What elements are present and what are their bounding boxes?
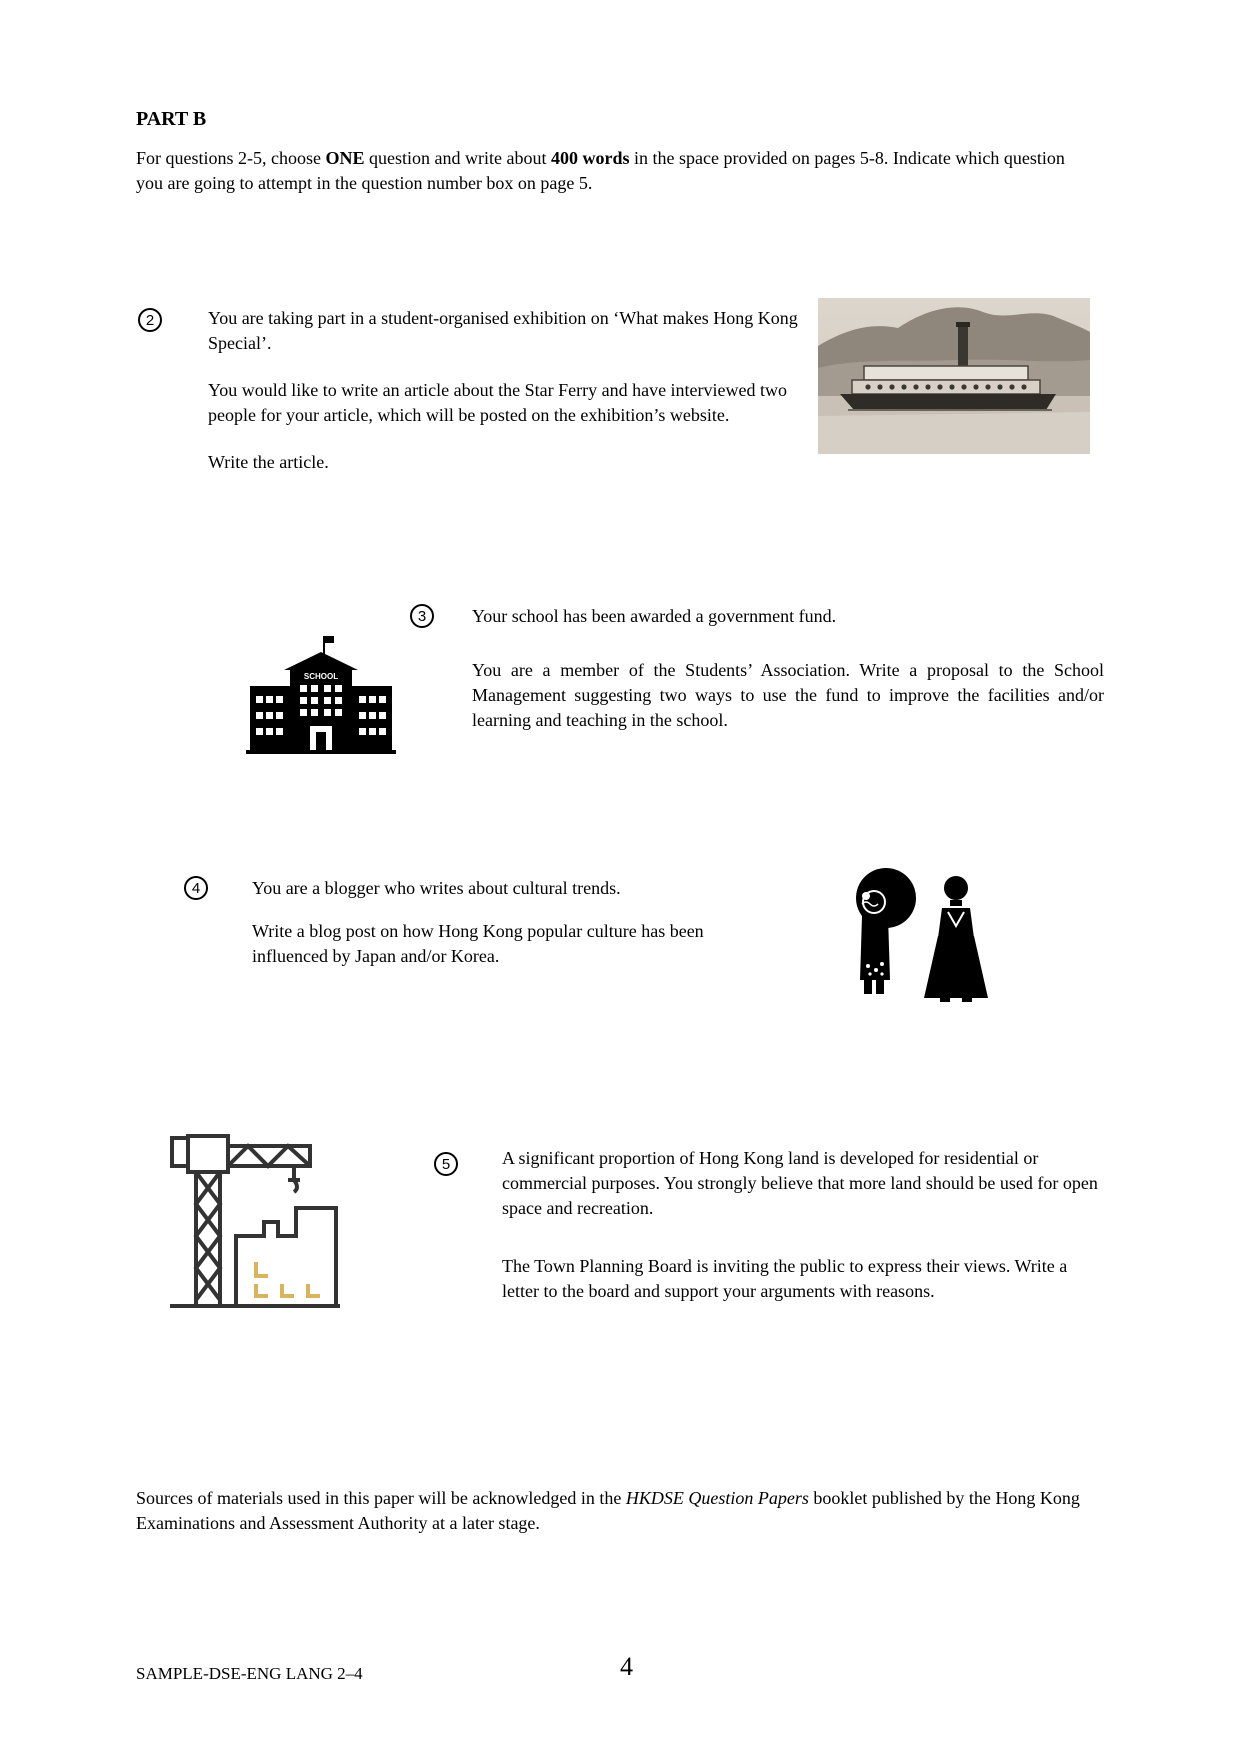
question-2-intro: You are taking part in a student-organised exhibition on ‘What makes Hong Kong Special’. (208, 308, 798, 353)
question-4-text (252, 876, 752, 969)
page-number: 4 (620, 1652, 633, 1681)
question-3-intro: Your school has been awarded a government fund. (472, 606, 837, 626)
kimono-hanbok-figures-icon (852, 868, 992, 1004)
star-ferry-photo (818, 298, 1090, 454)
construction-crane-icon (170, 1134, 340, 1310)
question-4-intro: You are a blogger who writes about cultural trends. (252, 878, 621, 898)
question-number-3: 3 (410, 604, 434, 628)
question-5-intro: A significant proportion of Hong Kong land is developed for residential or commercial purposes. You strongly believe that more land should be used for open space and recreation. (502, 1148, 1098, 1218)
school-building-icon (246, 634, 396, 756)
instructions: For questions 2-5, choose ONE question and write about 400 words in the space provided on pages 5-8. Indicate which question you are going to attempt in the question number box on page 5. (136, 148, 1065, 193)
question-3-task: You are a member of the Students’ Association. Write a proposal to the School Management suggesting two ways to use the fund to improve the facilities and/or learning and teaching in the school. (472, 660, 1104, 730)
question-5-task: The Town Planning Board is inviting the public to express their views. Write a letter to the board and support your arguments with reasons. (502, 1256, 1068, 1301)
question-4-task: Write a blog post on how Hong Kong popular culture has been influenced by Japan and/or Korea. (252, 921, 704, 966)
sources-note: Sources of materials used in this paper will be acknowledged in the HKDSE Question Papers booklet published by the Hong Kong Examinations and Assessment Authority at a later stage. (136, 1488, 1080, 1533)
question-5-text (502, 1146, 1100, 1304)
question-number-2: 2 (138, 308, 162, 332)
question-number-4: 4 (184, 876, 208, 900)
question-2-text (208, 306, 800, 475)
question-number-5: 5 (434, 1152, 458, 1176)
question-3-text (472, 604, 1104, 733)
question-2-task: You would like to write an article about the Star Ferry and have interviewed two people for your article, which will be posted on the exhibition’s website. (208, 380, 788, 425)
paper-code: SAMPLE-DSE-ENG LANG 2–4 (136, 1664, 363, 1683)
school-sign-text: SCHOOL (303, 672, 339, 681)
question-2-instruction: Write the article. (208, 452, 329, 472)
part-heading: PART B (136, 108, 207, 130)
